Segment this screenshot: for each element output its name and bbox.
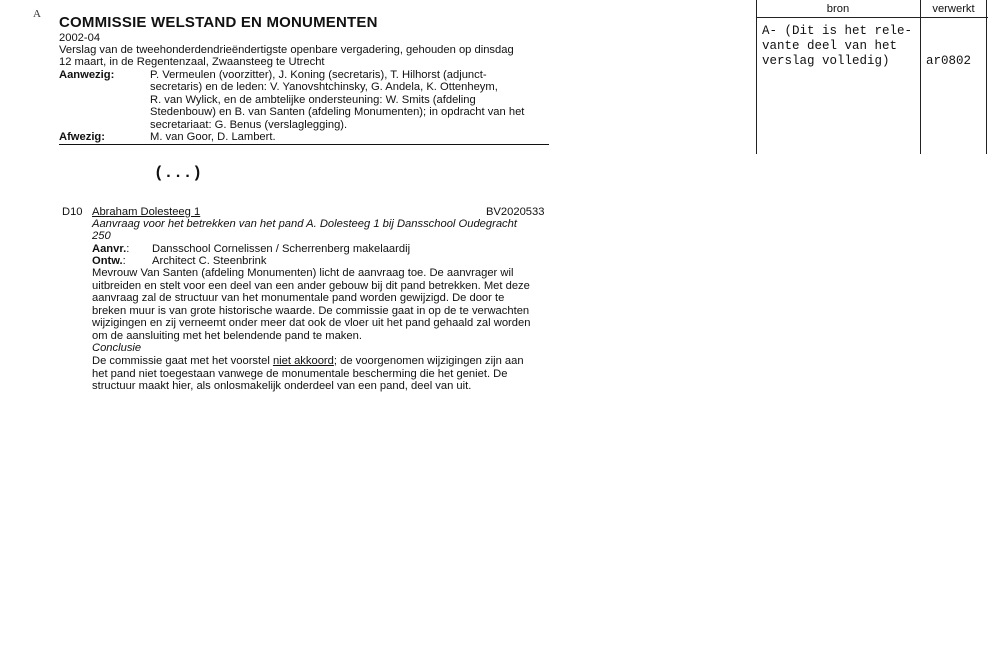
conclusion-heading: Conclusie: [92, 342, 142, 354]
present-line: Stedenbouw) en B. van Santen (afdeling Monumenten); in opdracht van het: [150, 106, 525, 118]
present-line: P. Vermeulen (voorzitter), J. Koning (secretaris), T. Hilhorst (adjunct-: [150, 69, 487, 81]
box-border-right: [986, 0, 987, 154]
conclusion-line: structuur maakt hier, als onlosmakelijk onderdeel van een pand, deel van uit.: [92, 380, 472, 392]
conclusion-line-1: [92, 355, 524, 367]
box-header-divider: [756, 17, 988, 18]
processed-column-header: verwerkt: [932, 3, 975, 15]
applicant-label-row: [92, 243, 129, 255]
box-border-left: [756, 0, 757, 154]
applicant-value: Dansschool Cornelissen / Scherrenberg makelaardij: [152, 243, 411, 255]
request-line: Aanvraag voor het betrekken van het pand A. Dolesteeg 1 bij Dansschool Oudegracht: [92, 218, 517, 230]
designer-label-row: [92, 255, 126, 267]
report-subtitle-line-1: Verslag van de tweehonderdendrieëndertigste openbare vergadering, gehouden op dinsdag: [59, 44, 514, 56]
corner-letter: A: [33, 8, 41, 20]
report-subtitle-line-2: 12 maart, in de Regentenzaal, Zwaansteeg te Utrecht: [59, 56, 325, 68]
body-line: Mevrouw Van Santen (afdeling Monumenten) licht de aanvraag toe. De aanvrager wil: [92, 267, 514, 279]
designer-colon: :: [122, 255, 126, 267]
report-number: 2002-04: [59, 32, 101, 44]
source-note: [762, 24, 912, 69]
item-code: D10: [62, 206, 83, 218]
absent-text: M. van Goor, D. Lambert.: [150, 131, 276, 143]
present-label: Aanwezig:: [59, 69, 115, 81]
processed-reference: ar0802: [926, 54, 972, 68]
omission-marker: (...): [154, 164, 203, 182]
conclusion-text: De commissie gaat met het voorstel: [92, 355, 273, 367]
body-line: breken muur is van grote historische waarde. De commissie gaat in op de te verwachten: [92, 305, 530, 317]
source-note-line: vante deel van het: [762, 39, 898, 53]
applicant-label: Aanvr.: [92, 243, 127, 255]
source-note-line: A- (Dit is het rele-: [762, 24, 913, 38]
source-note-line: verslag volledig): [762, 54, 890, 68]
present-line: secretariaat: G. Benus (verslaglegging).: [150, 119, 348, 131]
designer-value: Architect C. Steenbrink: [152, 255, 267, 267]
conclusion-text: ; de voorgenomen wijzigingen zijn aan: [333, 355, 524, 367]
header-divider: [59, 144, 549, 145]
item-address: Abraham Dolesteeg 1: [92, 206, 201, 218]
body-line: uitbreiden en stelt voor een deel van een ander gebouw bij dit pand betrekken. Met deze: [92, 280, 530, 292]
designer-label: Ontw.: [92, 255, 123, 267]
request-line: 250: [92, 230, 111, 242]
absent-label: Afwezig:: [59, 131, 105, 143]
box-column-divider: [920, 0, 921, 154]
body-line: om de aansluiting met het belendende pand te maken.: [92, 330, 362, 342]
applicant-colon: :: [126, 243, 130, 255]
present-line: secretaris) en de leden: V. Yanovshtchinsky, G. Andela, K. Ottenheym,: [150, 81, 498, 93]
source-column-header: bron: [826, 3, 850, 15]
present-line: R. van Wylick, en de ambtelijke ondersteuning: W. Smits (afdeling: [150, 94, 476, 106]
conclusion-line: het pand niet toegestaan vanwege de monumentale bescherming die het geniet. De: [92, 368, 508, 380]
conclusion-verdict: niet akkoord: [272, 355, 334, 367]
body-line: aanvraag zal de structuur van het monumentale pand worden gewijzigd. De door te: [92, 292, 505, 304]
document-title: COMMISSIE WELSTAND EN MONUMENTEN: [59, 14, 378, 31]
item-file-number: BV2020533: [486, 206, 545, 218]
body-line: wijzigingen en zij verneemt onder meer dat ook de vloer uit het pand gehaald zal worden: [92, 317, 531, 329]
source-box: [756, 0, 988, 154]
